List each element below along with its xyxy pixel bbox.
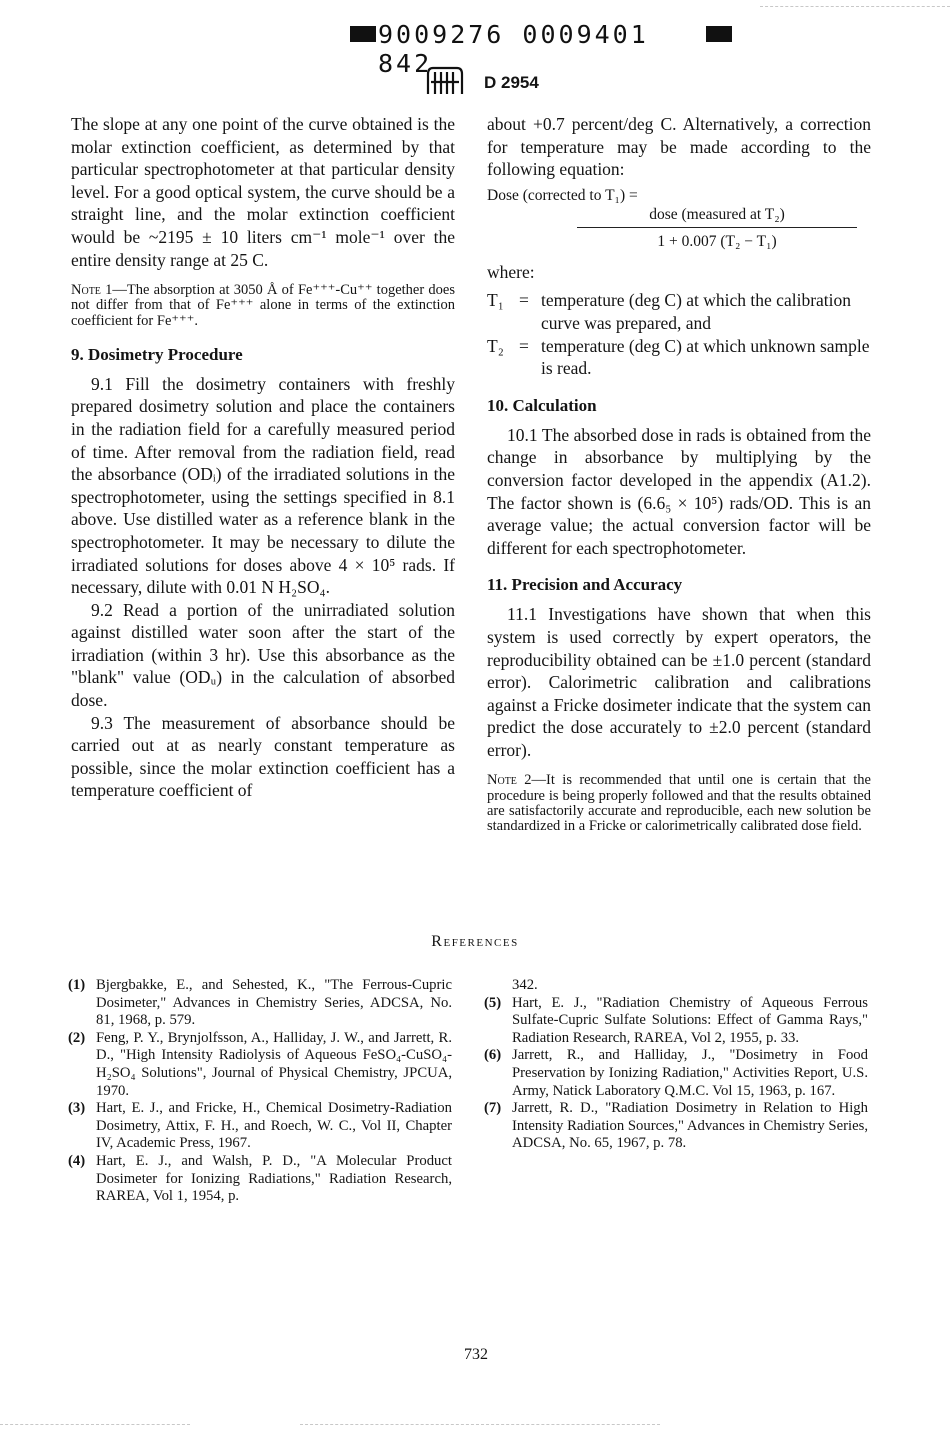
reference-item (484, 995, 868, 1048)
references-right-column (484, 977, 868, 1153)
barcode-block-left (350, 26, 376, 42)
barcode-text: 9009276 0009401 842 (378, 20, 649, 78)
note-2-text: —It is recommended that until one is certain that the procedure is being properly followed and that the results obtained are satisfactorily accurate and reproducible, each new solution be standardized in a Fricke or calorimetrically calibrated dose field. (487, 772, 871, 835)
right-column (487, 113, 871, 834)
reference-text: Bjergbakke, E., and Sehested, K., "The Ferrous-Cupric Dosimeter," Advances in Chemistry Series, ADCSA, No. 81, 1968, p. 579. (96, 977, 452, 1029)
scan-artifact-line (0, 1424, 190, 1425)
reference-item (68, 977, 452, 1030)
reference-number: (6) (484, 1047, 502, 1064)
reference-item (68, 1100, 452, 1153)
reference-text: Feng, P. Y., Brynjolfsson, A., Halliday, J. W., and Jarrett, R. D., "High Intensity Radiolysis of Aqueous FeSO₄-CuSO₄-H₂SO₄ Solutions", Journal of Physical Chemistry, JPCUA, 1970. (96, 1029, 452, 1099)
barcode-header (0, 18, 950, 78)
reference-number: (5) (484, 994, 502, 1011)
reference-text: Hart, E. J., and Walsh, P. D., "A Molecular Product Dosimeter for Ionizing Radiations," Radiation Research, RAREA, Vol 1, 1954, p. (96, 1152, 452, 1205)
barcode-block-right (706, 26, 732, 42)
where-label: where: (487, 261, 535, 282)
paragraph-9-2: 9.2 Read a portion of the unirradiated solution against distilled water soon after the start of the irradiation (within 3 hr). Use this absorbance as the "blank" value (ODᵤ) in the calculation of absorbed dose. (71, 599, 455, 711)
definition-list (487, 289, 871, 379)
astm-logo-icon (425, 64, 465, 98)
note-2 (487, 773, 871, 834)
intro-paragraph: The slope at any one point of the curve obtained is the molar extinction coefficient, as determined by that particular spectrophotometer at that particular density level. For a good optical system, the curve should be a straight line, and the molar extinction coefficient would be ~2195 ± 10 liters cm⁻¹ mole⁻¹ over the entire density range at 25 C. (71, 114, 455, 270)
reference-continuation (484, 977, 868, 995)
note-1 (71, 283, 455, 329)
definition-equals: = (519, 290, 529, 311)
reference-item (484, 1100, 868, 1153)
reference-number: (1) (68, 977, 86, 993)
reference-item (68, 1030, 452, 1100)
reference-item (484, 1047, 868, 1100)
reference-text: Jarrett, R. D., "Radiation Dosimetry in Relation to High Intensity Radiation Sources," Advances in Chemistry Series, ADCSA, No. 65, 1967, p. 78. (512, 1100, 868, 1152)
definition-row (487, 289, 871, 334)
section-10-heading: 10. Calculation (487, 395, 597, 415)
reference-number: (4) (68, 1152, 86, 1169)
reference-text: Hart, E. J., "Radiation Chemistry of Aqueous Ferrous Sulfate-Cupric Sulfate Solutions: Effect of Gamma Rays," Radiation Research, RAREA, Vol 2, 1955, p. 33. (512, 994, 868, 1046)
reference-continuation-text: 342. (512, 977, 538, 993)
references-left-column (68, 977, 452, 1206)
note-2-label: Note 2 (487, 772, 532, 789)
equation-denominator: 1 + 0.007 (T₂ − T₁) (577, 227, 857, 251)
reference-item (68, 1153, 452, 1206)
scan-artifact-line (760, 6, 950, 7)
page-number: 732 (464, 1346, 488, 1363)
reference-number: (7) (484, 1100, 502, 1117)
section-11-heading: 11. Precision and Accuracy (487, 575, 683, 595)
equation-fraction (577, 205, 857, 251)
definition-text: temperature (deg C) at which the calibration curve was prepared, and (541, 290, 852, 333)
reference-number: (3) (68, 1100, 86, 1117)
paragraph-9-1: 9.1 Fill the dosimetry containers with freshly prepared dosimetry solution and place the containers in the radiation field for a carefully measured period of time. After removal from the radiation field, read the absorbance (ODᵢ) of the irradiated solutions in the spectrophotometer, using the settings specified in 8.1 above. Use distilled water as a reference blank in the spectrophotometer. It may be necessary to dilute the irradiated solutions for doses above 4 × 10⁵ rads. If necessary, dilute with 0.01 N H₂SO₄. (71, 373, 455, 598)
reference-number: (2) (68, 1029, 86, 1046)
paragraph-10-1: 10.1 The absorbed dose in rads is obtained from the change in absorbance by multiplying by the conversion factor developed in the appendix (A1.2). The factor shown is (6.6₅ × 10⁵) rads/OD. This is an average value; the actual conversion factor will be different for each spectrophotometer. (487, 424, 871, 558)
reference-text: Jarrett, R., and Halliday, J., "Dosimetry in Food Preservation by Ionizing Radiation," Activities Report, U.S. Army, Natick Laboratory Q.M.C. Vol 15, 1963, p. 167. (512, 1047, 868, 1099)
paragraph-11-1: 11.1 Investigations have shown that when this system is used correctly by expert operators, the reproducibility obtained can be ±1.0 percent (standard error). Calorimetric calibration and calibrations against a Fricke dosimeter indicate that the system can predict the dose accurately to ±2.0 percent (standard error). (487, 604, 871, 760)
definition-symbol: T₁ (487, 290, 504, 311)
left-column (71, 113, 455, 802)
equation-lhs: Dose (corrected to T₁) = (487, 186, 638, 204)
section-9-heading: 9. Dosimetry Procedure (71, 344, 243, 364)
paragraph-9-3: 9.3 The measurement of absorbance should be carried out at as nearly constant temperature as possible, since the molar extinction coefficient has a temperature coefficient of (71, 712, 455, 801)
definition-text: temperature (deg C) at which unknown sample is read. (541, 335, 870, 379)
definition-row (487, 335, 871, 380)
standard-number: D 2954 (484, 73, 539, 92)
note-1-text: —The absorption at 3050 Å of Fe⁺⁺⁺-Cu⁺⁺ together does not differ from that of Fe⁺⁺⁺ alone in terms of the extinction coefficient for Fe⁺⁺⁺. (71, 282, 455, 329)
definition-symbol: T₂ (487, 335, 504, 356)
equation-numerator: dose (measured at T₂) (649, 205, 785, 223)
definition-equals: = (519, 335, 529, 356)
reference-text: Hart, E. J., and Fricke, H., Chemical Dosimetry-Radiation Dosimetry, Attix, F. H., and Roech, W. C., Vol II, Chapter IV, Academic Press, 1967. (96, 1100, 452, 1152)
references-heading: References (431, 933, 519, 950)
scan-artifact-line (300, 1424, 660, 1425)
continuation-paragraph: about +0.7 percent/deg C. Alternatively, a correction for temperature may be made according to the following equation: (487, 114, 871, 180)
note-1-label: Note 1 (71, 282, 113, 299)
